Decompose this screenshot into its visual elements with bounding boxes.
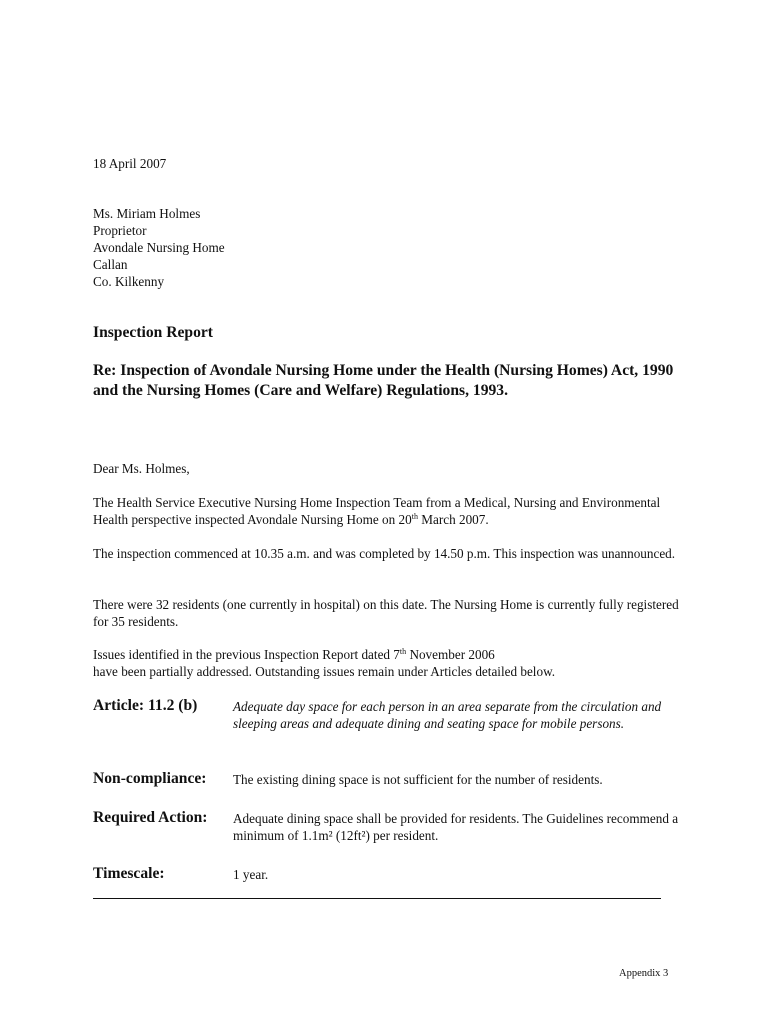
section-divider bbox=[93, 898, 661, 899]
paragraph-inspection-times: The inspection commenced at 10.35 a.m. and was completed by 14.50 p.m. This inspection was unannounced. bbox=[93, 546, 676, 561]
recipient-name: Ms. Miriam Holmes bbox=[93, 206, 201, 221]
paragraph-residents: There were 32 residents (one currently in hospital) on this date. The Nursing Home is currently fully registered for 35 residents. bbox=[93, 597, 679, 629]
recipient-county: Co. Kilkenny bbox=[93, 274, 165, 289]
required-action-text: Adequate dining space shall be provided for residents. The Guidelines recommend a minimum of 1.1m² (12ft²) per resident. bbox=[233, 811, 679, 843]
salutation: Dear Ms. Holmes, bbox=[93, 461, 190, 476]
noncompliance-label: Non-compliance: bbox=[93, 770, 207, 787]
letter-date: 18 April 2007 bbox=[93, 156, 167, 171]
report-heading: Inspection Report bbox=[93, 324, 213, 341]
recipient-organisation: Avondale Nursing Home bbox=[93, 240, 225, 255]
paragraph-previous-issues: Issues identified in the previous Inspection Report dated 7th November 2006 have been partially addressed. Outstanding issues remain under Articles detailed below. bbox=[93, 647, 556, 679]
subject-line: Re: Inspection of Avondale Nursing Home under the Health (Nursing Homes) Act, 1990 and the Nursing Homes (Care and Welfare) Regulations, 1993. bbox=[93, 362, 674, 399]
article-label: Article: 11.2 (b) bbox=[93, 697, 198, 714]
noncompliance-text: The existing dining space is not sufficient for the number of residents. bbox=[233, 772, 603, 787]
recipient-town: Callan bbox=[93, 257, 128, 272]
paragraph-inspection-team: The Health Service Executive Nursing Home Inspection Team from a Medical, Nursing and Environmental Health perspective inspected Avondale Nursing Home on 20th March 2007. bbox=[93, 495, 661, 527]
recipient-title: Proprietor bbox=[93, 223, 147, 238]
article-text: Adequate day space for each person in an area separate from the circulation and sleeping areas and adequate dining and seating space for mobile persons. bbox=[233, 699, 662, 731]
timescale-label: Timescale: bbox=[93, 865, 165, 882]
recipient-address bbox=[93, 205, 225, 290]
timescale-text: 1 year. bbox=[233, 867, 269, 882]
required-action-label: Required Action: bbox=[93, 809, 208, 826]
appendix-footer: Appendix 3 bbox=[619, 968, 669, 979]
